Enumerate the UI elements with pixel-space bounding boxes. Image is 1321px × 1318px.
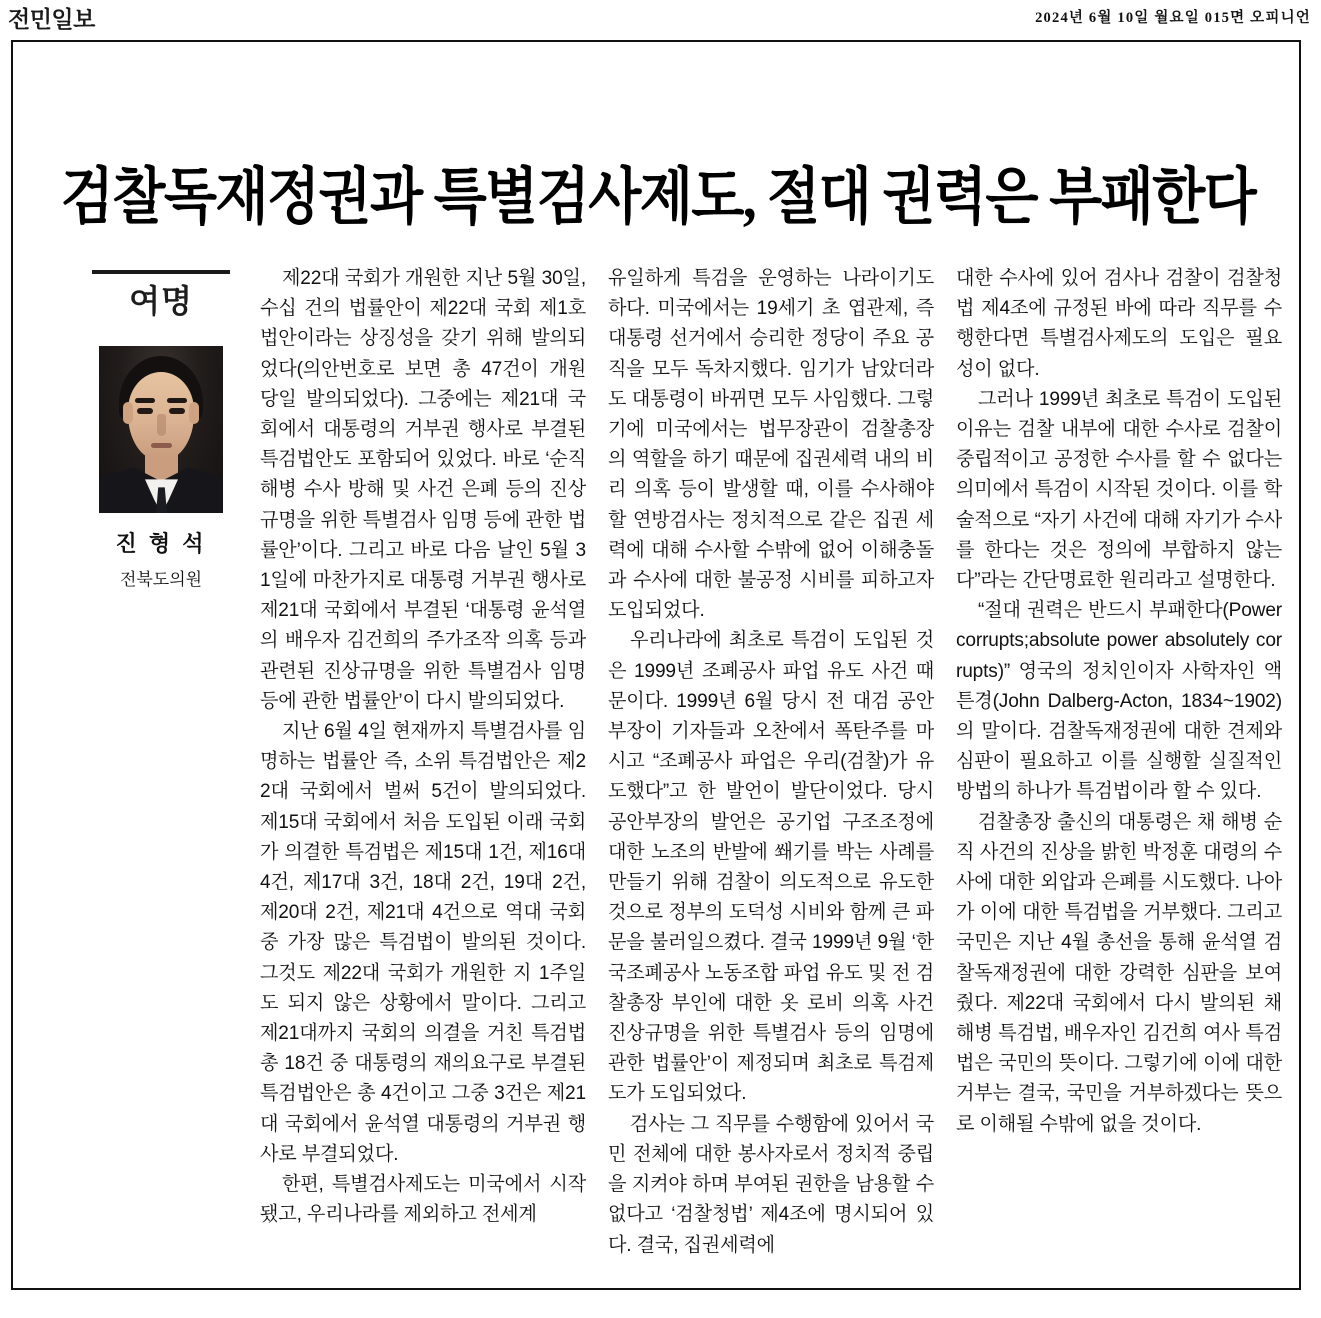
- paragraph: 대한 수사에 있어 검사나 검찰이 검찰청법 제4조에 규정된 바에 따라 직무를 수행한다면 특별검사제도의 도입은 필요성이 없다.: [956, 268, 1282, 380]
- column-divider-rule: [92, 270, 230, 274]
- portrait-eye-right: [169, 408, 185, 414]
- paragraph: 검사는 그 직무를 수행함에 있어서 국민 전체에 대한 봉사자로서 정치적 중립을 지켜야 하며 부여된 권한을 남용할 수 없다고 ‘검찰청법’ 제4조에 명시되어 있다. 결국, 집권세력에: [608, 1113, 934, 1256]
- column-series-name: 여명: [129, 283, 193, 319]
- portrait-ear-left: [123, 402, 133, 424]
- newspaper-name: 전민일보: [8, 6, 95, 32]
- paragraph: 그러나 1999년 최초로 특검이 도입된 이유는 검찰 내부에 대한 수사로 검찰이 중립적이고 공정한 수사를 할 수 없다는 의미에서 특검이 시작된 것이다. 이를 학술적으로 “자기 사건에 대해 자기가 수사를 한다는 것은 정의에 부합하지 않는다”라는 간단명료한 원리라고 설명한다.: [956, 388, 1282, 592]
- portrait-eyebrow-right: [167, 398, 187, 403]
- body-column-1: [260, 264, 586, 1261]
- author-rail: [61, 270, 261, 590]
- page-frame: [11, 40, 1301, 1290]
- author-portrait-photo: [99, 346, 223, 513]
- paragraph: 제22대 국회가 개원한 지난 5월 30일, 수십 건의 법률안이 제22대 국회 제1호 법안이라는 상징성을 갖기 위해 발의되었다(의안번호로 보면 총 47건이 개원 당일 발의되었다). 그중에는 제21대 국회에서 대통령의 거부권 행사로 부결된 특검법안도 포함되어 있었다. 바로 ‘순직 해병 수사 방해 및 사건 은폐 등의 진상규명을 위한 특별검사 임명 등에 관한 법률안’이다. 그리고 바로 다음 날인 5월 31일에 마찬가지로 대통령 거부권 행사로 제21대 국회에서 부결된 ‘대통령 윤석열의 배우자 김건희의 주가조작 의혹 등과 관련된 진상규명을 위한 특별검사 임명 등에 관한 법률안’이 다시 발의되었다.: [260, 268, 586, 712]
- paragraph: 우리나라에 최초로 특검이 도입된 것은 1999년 조폐공사 파업 유도 사건 때문이다. 1999년 6월 당시 전 대검 공안부장이 기자들과 오찬에서 폭탄주를 마시고 “조폐공사 파업은 우리(검찰)가 유도했다”고 한 발언이 발단이었다. 당시 공안부장의 발언은 공기업 구조조정에 대한 노조의 반발에 쐐기를 박는 사례를 만들기 위해 검찰이 의도적으로 유도한 것으로 정부의 도덕성 시비와 함께 큰 파문을 불러일으켰다. 결국 1999년 9월 ‘한국조폐공사 노동조합 파업 유도 및 전 검찰총장 부인에 대한 옷 로비 의혹 사건 진상규명을 위한 특별검사 등의 임명에 관한 법률안’이 제정되며 최초로 특검제도가 도입되었다.: [608, 630, 934, 1105]
- article-headline: 검찰독재정권과 특별검사제도, 절대 권력은 부패한다: [60, 162, 1256, 231]
- body-column-3: [956, 264, 1282, 1261]
- author-name: 진 형 석: [115, 531, 207, 557]
- author-affiliation: 전북도의원: [119, 570, 203, 590]
- issue-date-and-section: 2024년 6월 10일 월요일 015면 오피니언: [1035, 10, 1311, 26]
- paragraph: 한편, 특별검사제도는 미국에서 시작됐고, 우리나라를 제외하고 전세계: [260, 1174, 586, 1226]
- portrait-mouth: [151, 443, 172, 448]
- paragraph: 검찰총장 출신의 대통령은 채 해병 순직 사건의 진상을 밝힌 박정훈 대령의 수사에 대한 외압과 은폐를 시도했다. 나아가 이에 대한 특검법을 거부했다. 그리고 국민은 지난 4월 총선을 통해 윤석열 검찰독재정권에 대한 강력한 심판을 보여줬다. 제22대 국회에서 다시 발의된 채 해병 특검법, 배우자인 김건희 여사 특검법은 국민의 뜻이다. 그렇기에 이에 대한 거부는 결국, 국민을 거부하겠다는 뜻으로 이해될 수밖에 없을 것이다.: [956, 811, 1282, 1135]
- masthead: [0, 0, 1321, 40]
- portrait-ear-right: [189, 402, 199, 424]
- article-body: [260, 264, 1282, 1261]
- portrait-nose: [157, 414, 166, 436]
- portrait-eye-left: [137, 408, 153, 414]
- paragraph: 지난 6월 4일 현재까지 특별검사를 임명하는 법률안 즉, 소위 특검법안은 제22대 국회에서 벌써 5건이 발의되었다. 제15대 국회에서 처음 도입된 이래 국회가 의결한 특검법은 제15대 1건, 제16대 4건, 제17대 3건, 18대 2건, 19대 2건, 제20대 2건, 제21대 4건으로 역대 국회 중 가장 많은 특검법이 발의된 것이다. 그것도 제22대 국회가 개원한 지 1주일도 되지 않은 상황에서 말이다. 그리고 제21대까지 국회의 의결을 거친 특검법 총 18건 중 대통령의 재의요구로 부결된 특검법안은 총 4건이고 그중 3건은 제21대 국회에서 윤석열 대통령의 거부권 행사로 부결되었다.: [260, 721, 586, 1165]
- body-column-2: [608, 264, 934, 1261]
- paragraph: 유일하게 특검을 운영하는 나라이기도 하다. 미국에서는 19세기 초 엽관제, 즉 대통령 선거에서 승리한 정당이 주요 공직을 모두 독차지했다. 임기가 남았더라도 대통령이 바뀌면 모두 사임했다. 그렇기에 미국에서는 법무장관이 검찰총장의 역할을 하기 때문에 집권세력 내의 비리 의혹 등이 발생할 때, 이를 수사해야 할 연방검사는 정치적으로 같은 집권 세력에 대해 수사할 수밖에 없어 이해충돌과 수사에 대한 불공정 시비를 피하고자 도입되었다.: [608, 268, 934, 622]
- portrait-eyebrow-left: [135, 398, 155, 403]
- paragraph: “절대 권력은 반드시 부패한다(Power corrupts;absolute power absolutely corrupts)” 영국의 정치인이자 사학자인 액튼경(John Dalberg-Acton, 1834~1902)의 말이다. 검찰독재정권에 대한 견제와 심판이 필요하고 이를 실행할 실질적인 방법의 하나가 특검법이라 할 수 있다.: [956, 600, 1282, 803]
